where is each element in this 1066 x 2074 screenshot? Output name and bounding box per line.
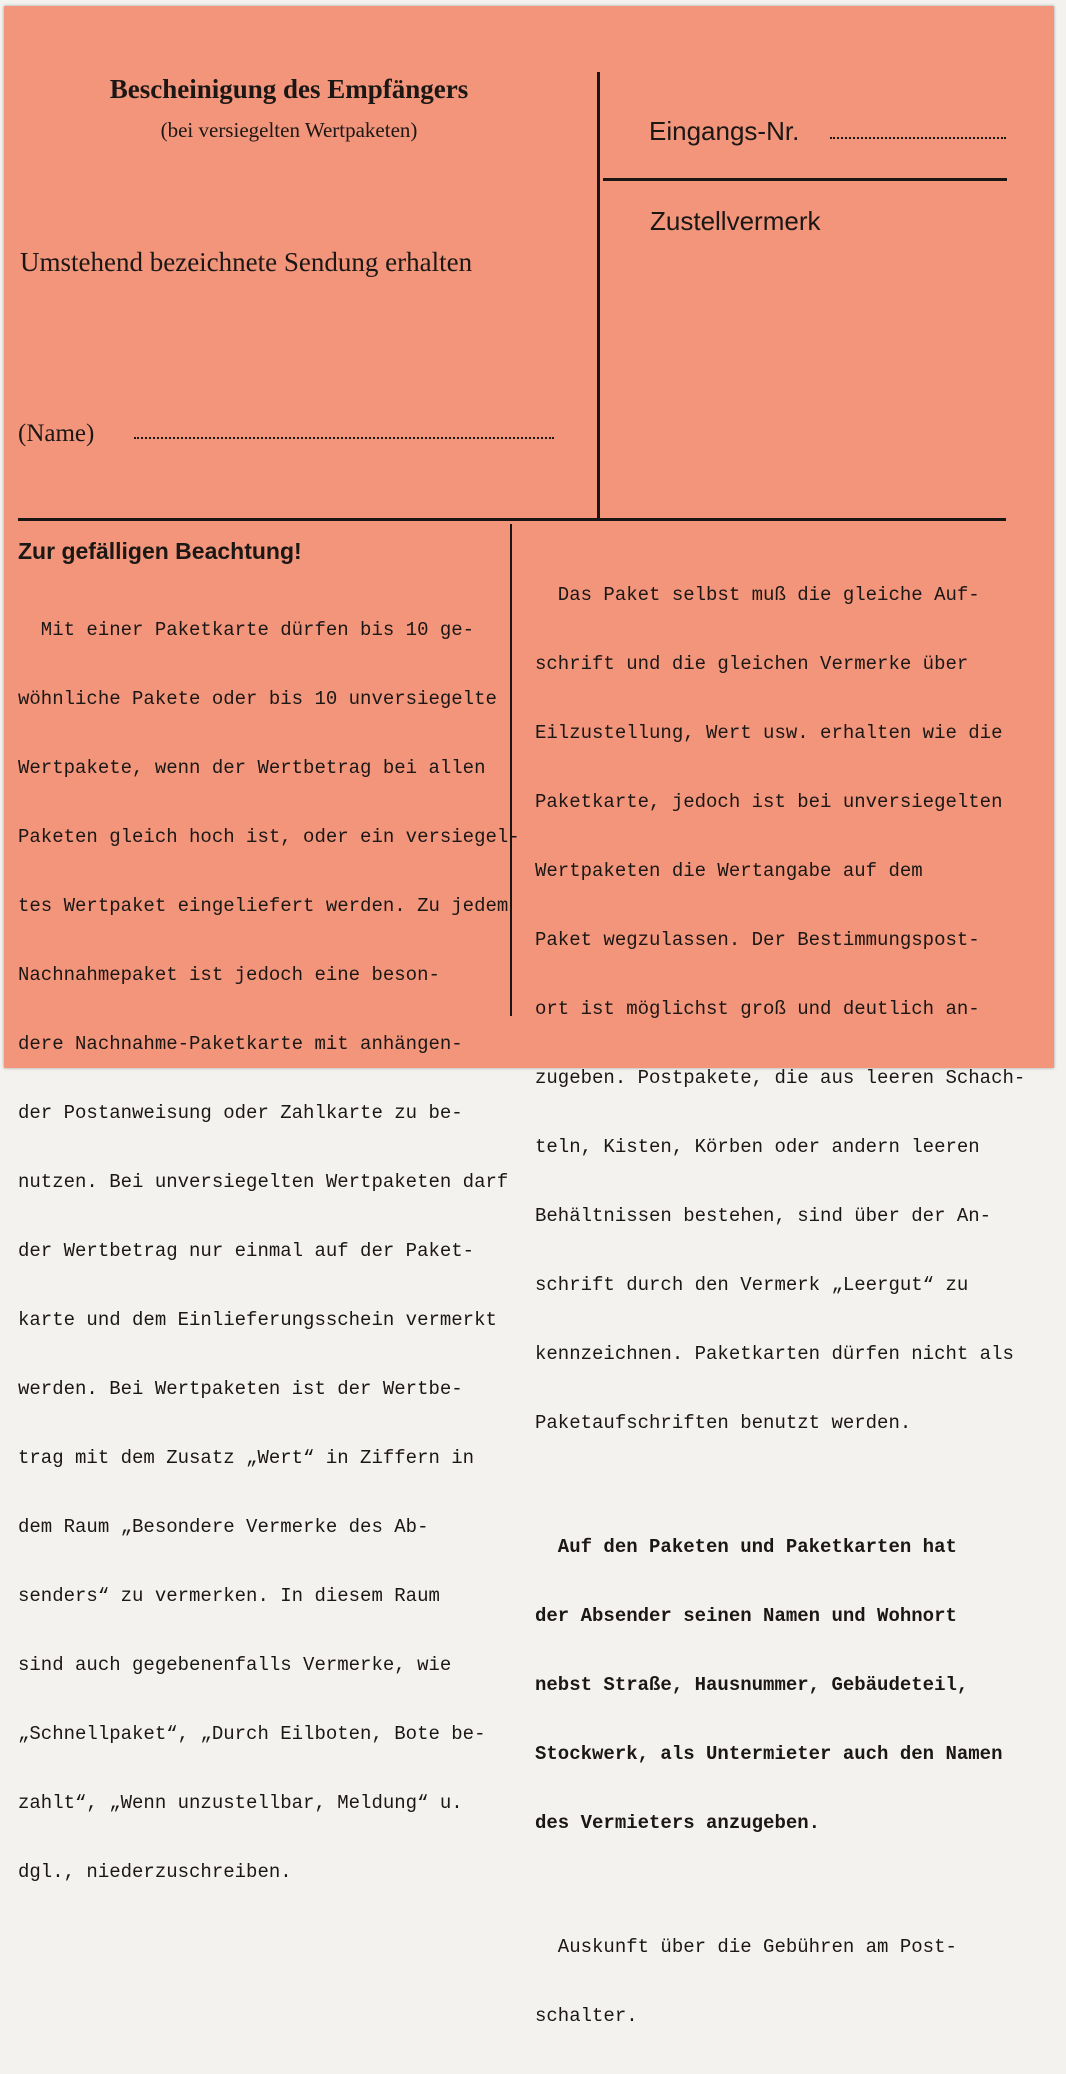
notice-left-line: tes Wertpaket eingeliefert werden. Zu jedem xyxy=(18,895,509,917)
notice-left-line: Wertpakete, wenn der Wertbetrag bei allen xyxy=(18,757,486,779)
notice-right-line: kennzeichnen. Paketkarten dürfen nicht als xyxy=(535,1343,1014,1365)
notice-heading: Zur gefälligen Beachtung! xyxy=(18,538,302,564)
notice-right-bold-line: Auf den Paketen und Paketkarten hat xyxy=(535,1536,957,1558)
notice-left-line: Mit einer Paketkarte dürfen bis 10 ge- xyxy=(18,619,475,641)
certificate-title: Bescheinigung des Empfängers xyxy=(109,74,469,104)
notice-left-text xyxy=(18,573,520,1930)
notice-right-bold-line: des Vermieters anzugeben. xyxy=(535,1812,821,1834)
notice-left-line: „Schnellpaket“, „Durch Eilboten, Bote be- xyxy=(18,1723,486,1745)
notice-right-line: Paket wegzulassen. Der Bestimmungspost- xyxy=(535,929,980,951)
notice-left-line: zahlt“, „Wenn unzustellbar, Meldung“ u. xyxy=(18,1792,463,1814)
notice-right-line: Behältnissen bestehen, sind über der An- xyxy=(535,1205,992,1227)
notice-right-line: Paketkarte, jedoch ist bei unversiegelten xyxy=(535,791,1003,813)
name-signature-field[interactable] xyxy=(134,437,554,439)
horizontal-divider-right xyxy=(603,178,1007,181)
notice-left-line: sind auch gegebenenfalls Vermerke, wie xyxy=(18,1654,452,1676)
notice-left-line: dem Raum „Besondere Vermerke des Ab- xyxy=(18,1516,429,1538)
delivery-note-label: Zustellvermerk xyxy=(650,206,821,236)
entry-number-field[interactable] xyxy=(830,137,1006,139)
entry-number-label: Eingangs-Nr. xyxy=(649,116,800,146)
notice-right-line: Das Paket selbst muß die gleiche Auf- xyxy=(535,584,980,606)
notice-left-line: der Wertbetrag nur einmal auf der Paket- xyxy=(18,1240,475,1262)
notice-right-line: zugeben. Postpakete, die aus leeren Schach- xyxy=(535,1067,1026,1089)
notice-right-text xyxy=(535,538,1025,2074)
notice-left-line: der Postanweisung oder Zahlkarte zu be- xyxy=(18,1102,463,1124)
name-label: (Name) xyxy=(18,420,95,447)
notice-right-line: schrift durch den Vermerk „Leergut“ zu xyxy=(535,1274,969,1296)
horizontal-divider-main xyxy=(18,518,1006,521)
notice-left-line: dgl., niederzuschreiben. xyxy=(18,1861,292,1883)
vertical-divider-top xyxy=(597,72,600,518)
notice-left-line: werden. Bei Wertpaketen ist der Wertbe- xyxy=(18,1378,463,1400)
notice-right-line: teln, Kisten, Körben oder andern leeren xyxy=(535,1136,980,1158)
notice-right-bold-line: Stockwerk, als Untermieter auch den Namen xyxy=(535,1743,1003,1765)
notice-right-line: Wertpaketen die Wertangabe auf dem xyxy=(535,860,923,882)
notice-left-line: senders“ zu vermerken. In diesem Raum xyxy=(18,1585,440,1607)
notice-left-line: karte und dem Einlieferungsschein vermerkt xyxy=(18,1309,497,1331)
notice-left-line: nutzen. Bei unversiegelten Wertpaketen darf xyxy=(18,1171,509,1193)
notice-right-line: schrift und die gleichen Vermerke über xyxy=(535,653,969,675)
received-statement: Umstehend bezeichnete Sendung erhalten xyxy=(20,247,473,277)
notice-right-line: Paketaufschriften benutzt werden. xyxy=(535,1412,912,1434)
parcel-card-back xyxy=(4,6,1054,2027)
notice-left-line: Nachnahmepaket ist jedoch eine beson- xyxy=(18,964,440,986)
notice-left-line: dere Nachnahme-Paketkarte mit anhängen- xyxy=(18,1033,463,1055)
notice-right-line: Auskunft über die Gebühren am Post- xyxy=(535,1936,957,1958)
notice-right-line: schalter. xyxy=(535,2005,638,2027)
certificate-subtitle: (bei versiegelten Wertpaketen) xyxy=(160,118,418,142)
notice-right-line: ort ist möglichst groß und deutlich an- xyxy=(535,998,980,1020)
notice-right-bold-line: der Absender seinen Namen und Wohnort xyxy=(535,1605,957,1627)
notice-left-line: Paketen gleich hoch ist, oder ein versiegel- xyxy=(18,826,520,848)
notice-left-line: wöhnliche Pakete oder bis 10 unversiegelte xyxy=(18,688,497,710)
notice-right-line: Eilzustellung, Wert usw. erhalten wie die xyxy=(535,722,1003,744)
notice-right-bold-line: nebst Straße, Hausnummer, Gebäudeteil, xyxy=(535,1674,969,1696)
notice-left-line: trag mit dem Zusatz „Wert“ in Ziffern in xyxy=(18,1447,475,1469)
